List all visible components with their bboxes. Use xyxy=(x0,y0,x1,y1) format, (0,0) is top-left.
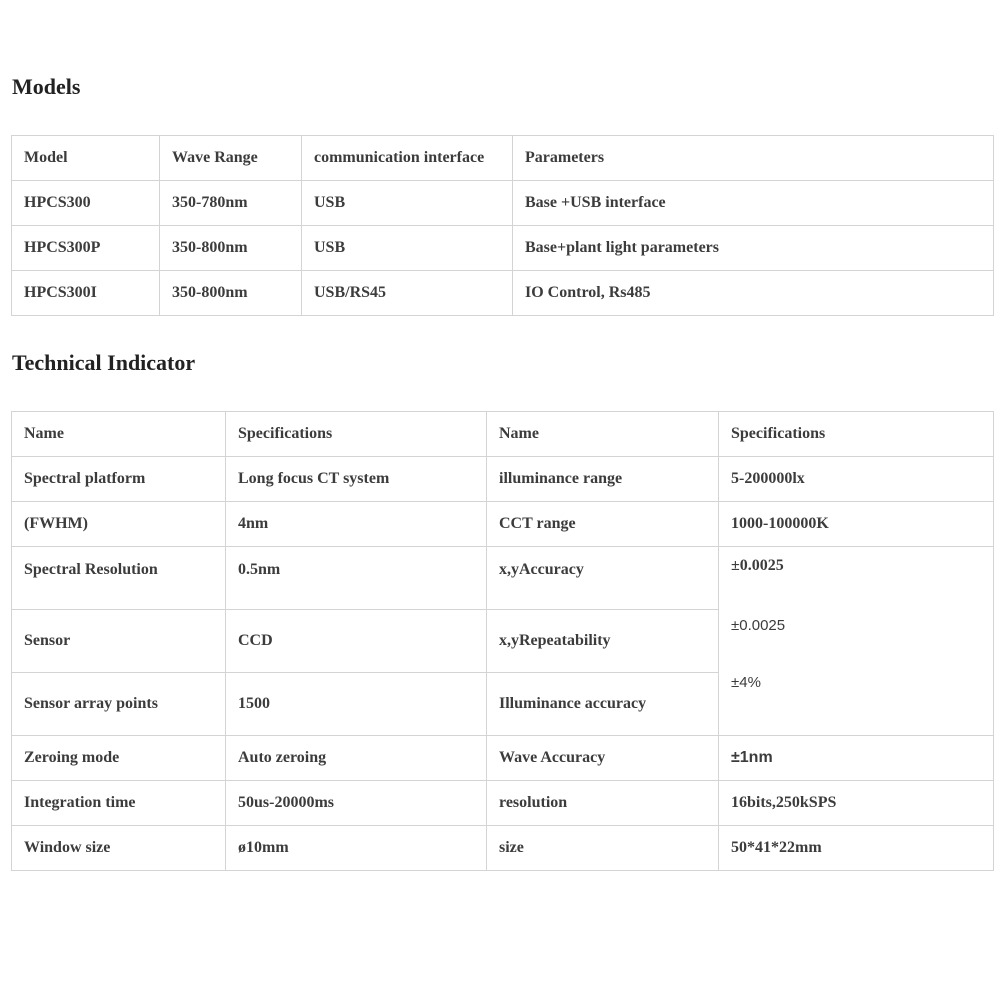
name-cell: Sensor array points xyxy=(12,673,226,736)
name-cell: Spectral platform xyxy=(12,457,226,502)
name-cell: Window size xyxy=(12,826,226,871)
models-heading: Models xyxy=(12,74,81,99)
parameters-cell: Base +USB interface xyxy=(513,181,994,226)
spec-cell: ±1nm xyxy=(719,736,994,781)
spec-cell: CCD xyxy=(226,610,487,673)
parameters-cell: IO Control, Rs485 xyxy=(513,271,994,316)
header-specifications: Specifications xyxy=(226,412,487,457)
table-row xyxy=(12,271,994,316)
parameters-cell: Base+plant light parameters xyxy=(513,226,994,271)
spec-cell: ø10mm xyxy=(226,826,487,871)
model-cell: HPCS300 xyxy=(12,181,160,226)
wave-range-cell: 350-780nm xyxy=(160,181,302,226)
spec-illuminance-accuracy: ±4% xyxy=(731,674,761,691)
spec-cell: 0.5nm xyxy=(226,547,487,610)
spec-cell: 16bits,250kSPS xyxy=(719,781,994,826)
table-row xyxy=(12,547,994,610)
header-parameters: Parameters xyxy=(513,136,994,181)
spec-cell: Auto zeroing xyxy=(226,736,487,781)
header-wave-range: Wave Range xyxy=(160,136,302,181)
name-cell: Integration time xyxy=(12,781,226,826)
wave-range-cell: 350-800nm xyxy=(160,226,302,271)
header-name: Name xyxy=(12,412,226,457)
table-row xyxy=(12,226,994,271)
name-cell: Illuminance accuracy xyxy=(487,673,719,736)
header-specifications: Specifications xyxy=(719,412,994,457)
technical-indicator-heading: Technical Indicator xyxy=(12,350,196,375)
spec-xy-repeatability: ±0.0025 xyxy=(731,617,786,634)
spec-cell: 1000-100000K xyxy=(719,502,994,547)
table-row xyxy=(12,826,994,871)
name-cell: size xyxy=(487,826,719,871)
table-row xyxy=(12,457,994,502)
header-name: Name xyxy=(487,412,719,457)
merged-spec-cell xyxy=(719,547,994,736)
name-cell: CCT range xyxy=(487,502,719,547)
spec-cell: Long focus CT system xyxy=(226,457,487,502)
name-cell: illuminance range xyxy=(487,457,719,502)
table-row xyxy=(12,781,994,826)
header-model: Model xyxy=(12,136,160,181)
models-table xyxy=(11,135,994,316)
name-cell: Spectral Resolution xyxy=(12,547,226,610)
spec-cell: 5-200000lx xyxy=(719,457,994,502)
name-cell: x,yRepeatability xyxy=(487,610,719,673)
spec-xy-accuracy: ±0.0025 xyxy=(731,557,784,574)
table-header-row xyxy=(12,136,994,181)
table-row xyxy=(12,736,994,781)
table-row xyxy=(12,502,994,547)
name-cell: Sensor xyxy=(12,610,226,673)
technical-indicator-table xyxy=(11,411,994,871)
table-row xyxy=(12,181,994,226)
name-cell: resolution xyxy=(487,781,719,826)
name-cell: (FWHM) xyxy=(12,502,226,547)
spec-cell: 4nm xyxy=(226,502,487,547)
model-cell: HPCS300I xyxy=(12,271,160,316)
wave-range-cell: 350-800nm xyxy=(160,271,302,316)
name-cell: x,yAccuracy xyxy=(487,547,719,610)
interface-cell: USB xyxy=(302,226,513,271)
spec-cell: 50*41*22mm xyxy=(719,826,994,871)
name-cell: Zeroing mode xyxy=(12,736,226,781)
spec-cell: 1500 xyxy=(226,673,487,736)
name-cell: Wave Accuracy xyxy=(487,736,719,781)
interface-cell: USB/RS45 xyxy=(302,271,513,316)
table-header-row xyxy=(12,412,994,457)
model-cell: HPCS300P xyxy=(12,226,160,271)
spec-cell: 50us-20000ms xyxy=(226,781,487,826)
header-communication-interface: communication interface xyxy=(302,136,513,181)
interface-cell: USB xyxy=(302,181,513,226)
